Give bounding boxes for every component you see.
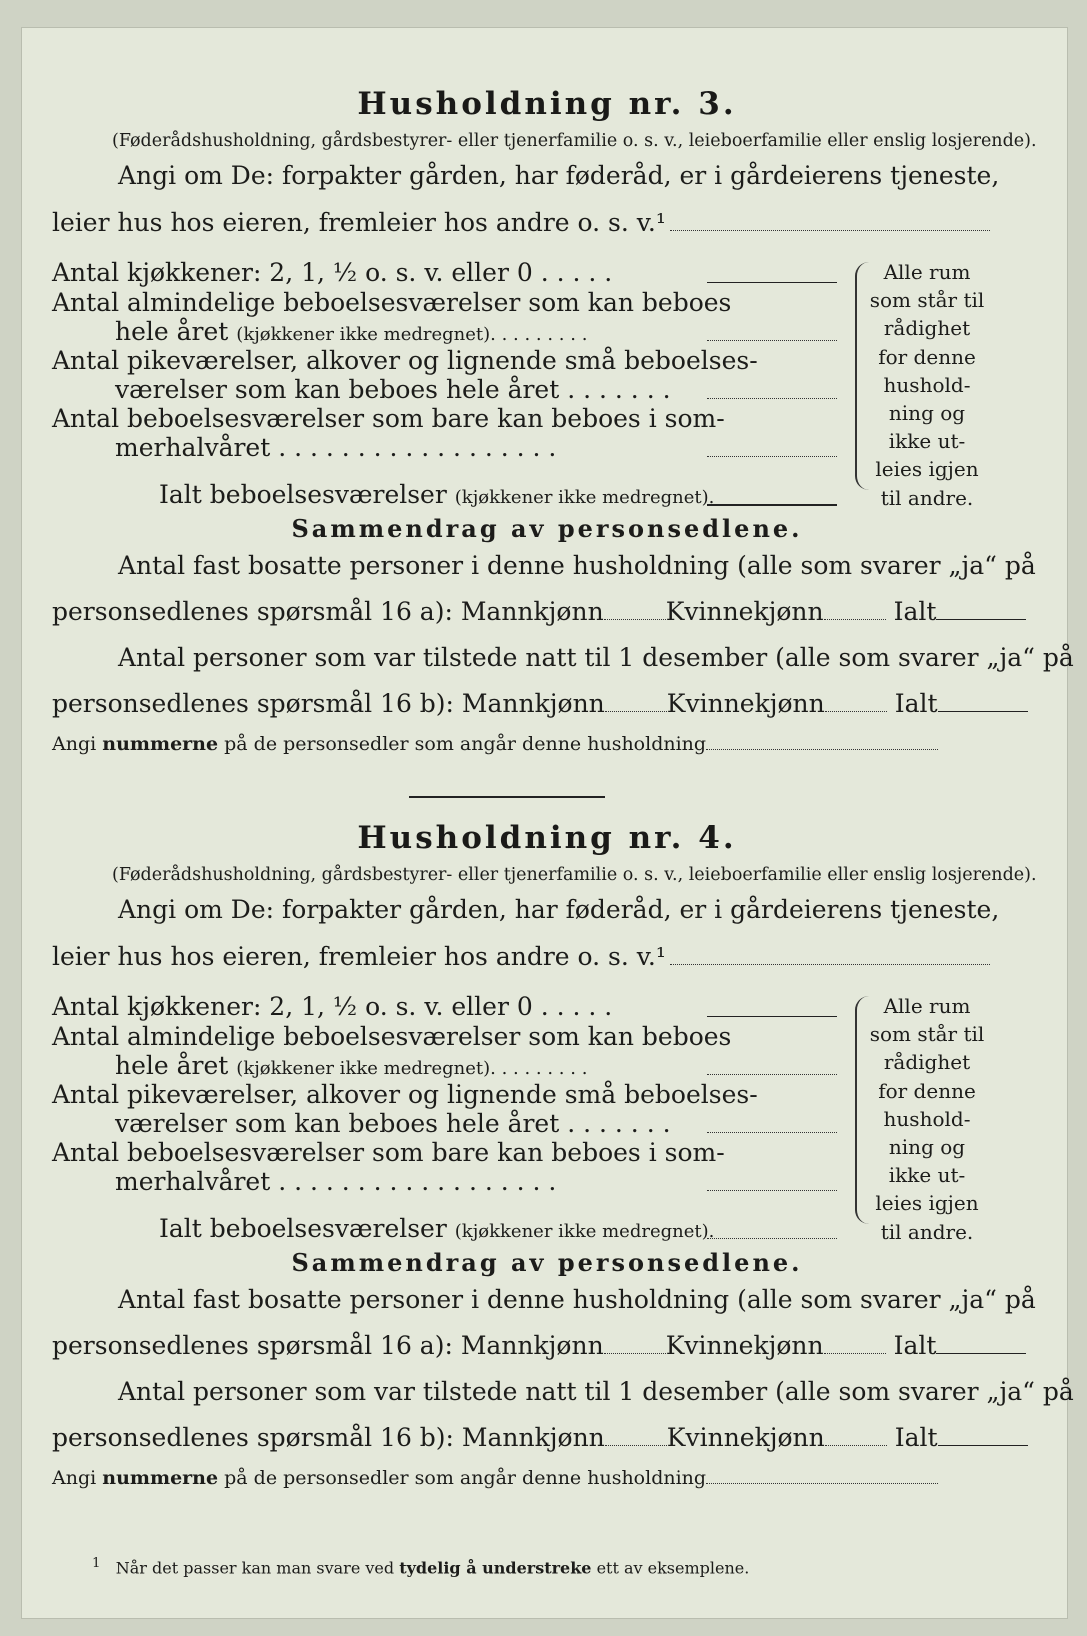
male-field[interactable] (605, 1443, 667, 1446)
small-rooms-label-1: Antal pikeværelser, alkover og lignende små beboelses- (52, 1080, 758, 1109)
ordinary-answer[interactable] (707, 1074, 837, 1075)
female-field[interactable] (825, 1443, 887, 1446)
resident-line-1: Antal fast bosatte personer i denne husholdning (alle som svarer „ja“ på (118, 1285, 1036, 1314)
ordinary-label-1: Antal almindelige beboelsesværelser som kan beboes (52, 288, 732, 317)
footnote-number: 1 (92, 1556, 101, 1571)
resident-line-1: Antal fast bosatte personer i denne husholdning (alle som svarer „ja“ på (118, 551, 1036, 580)
summer-rooms-label-1: Antal beboelsesværelser som bare kan beboes i som- (52, 1138, 725, 1167)
rooms-block (52, 992, 1042, 1244)
sheet-numbers-line: Angi nummerne på de personsedler som angår denne husholdning (52, 727, 1042, 761)
answer-field[interactable] (670, 962, 990, 965)
total-field[interactable] (938, 1443, 1028, 1446)
household-subtitle: (Føderådshusholdning, gårdsbestyrer- eller tjenerfamilie o. s. v., leieboerfamilie eller enslig losjerende). (112, 865, 1037, 885)
sheet-numbers-field[interactable] (706, 1481, 938, 1484)
angi-line-2: leier hus hos eieren, fremleier hos andre o. s. v.¹ (52, 199, 1042, 246)
summer-rooms-answer[interactable] (707, 456, 837, 457)
answer-field[interactable] (670, 228, 990, 231)
resident-line-2: personsedlenes spørsmål 16 a): Mannkjønn Kvinnekjønn Ialt (52, 1323, 1042, 1369)
summer-rooms-label-1: Antal beboelsesværelser som bare kan beboes i som- (52, 404, 725, 433)
present-line-1: Antal personer som var tilstede natt til 1 desember (alle som svarer „ja“ på (118, 1377, 1074, 1406)
form-page (22, 28, 1074, 1618)
female-field[interactable] (824, 1351, 886, 1354)
sheet-numbers-field[interactable] (706, 747, 938, 750)
kitchens-label: Antal kjøkkener: 2, 1, ½ o. s. v. eller 0 . . . . . (52, 258, 613, 287)
sheet-numbers-line: Angi nummerne på de personsedler som angår denne husholdning (52, 1461, 1042, 1495)
household-title: Husholdning nr. 4. (357, 820, 737, 856)
household-title: Husholdning nr. 3. (357, 86, 737, 122)
total-field[interactable] (938, 709, 1028, 712)
small-rooms-label-2: værelser som kan beboes hele året . . . . . . . (115, 1109, 671, 1138)
summary-title: Sammendrag av personsedlene. (291, 1248, 803, 1277)
total-rooms-answer[interactable] (707, 504, 837, 506)
total-rooms-label: Ialt beboelsesværelser (kjøkkener ikke medregnet). (159, 480, 715, 509)
section-divider (409, 796, 605, 798)
male-field[interactable] (604, 1351, 666, 1354)
resident-line-2: personsedlenes spørsmål 16 a): Mannkjønn Kvinnekjønn Ialt (52, 589, 1042, 635)
present-line-1: Antal personer som var tilstede natt til 1 desember (alle som svarer „ja“ på (118, 643, 1074, 672)
total-field[interactable] (936, 1351, 1026, 1354)
angi-line-1: Angi om De: forpakter gården, har føderåd, er i gårdeierens tjeneste, (118, 895, 1000, 924)
total-rooms-label: Ialt beboelsesværelser (kjøkkener ikke medregnet). (159, 1214, 715, 1243)
summer-rooms-label-2: merhalvåret . . . . . . . . . . . . . . . . . . (115, 433, 557, 462)
side-note: Alle rum som står til rådighet for denne hushold- ning og ikke ut- leies igjen til andre. (869, 994, 985, 1244)
summer-rooms-answer[interactable] (707, 1190, 837, 1191)
household-section-4 (52, 820, 1074, 1495)
present-line-2: personsedlenes spørsmål 16 b): Mannkjønn Kvinnekjønn Ialt (52, 1415, 1042, 1461)
small-rooms-label-2: værelser som kan beboes hele året . . . . . . . (115, 375, 671, 404)
female-field[interactable] (824, 617, 886, 620)
household-subtitle: (Føderådshusholdning, gårdsbestyrer- eller tjenerfamilie o. s. v., leieboerfamilie eller enslig losjerende). (112, 131, 1037, 151)
kitchens-label: Antal kjøkkener: 2, 1, ½ o. s. v. eller 0 . . . . . (52, 992, 613, 1021)
ordinary-label-2: hele året (kjøkkener ikke medregnet). . . . . . . . . (115, 1051, 588, 1080)
angi-line-2: leier hus hos eieren, fremleier hos andre o. s. v.¹ (52, 933, 1042, 980)
summary-title: Sammendrag av personsedlene. (291, 514, 803, 543)
small-rooms-answer[interactable] (707, 398, 837, 399)
ordinary-label-2: hele året (kjøkkener ikke medregnet). . . . . . . . . (115, 317, 588, 346)
footnote: $^1$ Når det passer kan man svare ved tydelig å understreke ett av eksemplene. (92, 1556, 750, 1578)
female-field[interactable] (825, 709, 887, 712)
summer-rooms-label-2: merhalvåret . . . . . . . . . . . . . . . . . . (115, 1167, 557, 1196)
total-rooms-answer[interactable] (707, 1238, 837, 1239)
kitchens-answer[interactable] (707, 1016, 837, 1017)
ordinary-label-1: Antal almindelige beboelsesværelser som kan beboes (52, 1022, 732, 1051)
angi-line-1: Angi om De: forpakter gården, har føderåd, er i gårdeierens tjeneste, (118, 161, 1000, 190)
male-field[interactable] (604, 617, 666, 620)
ordinary-answer[interactable] (707, 340, 837, 341)
side-note: Alle rum som står til rådighet for denne hushold- ning og ikke ut- leies igjen til andre. (869, 260, 985, 510)
rooms-block (52, 258, 1042, 510)
household-section-3 (52, 86, 1074, 761)
small-rooms-answer[interactable] (707, 1132, 837, 1133)
kitchens-answer[interactable] (707, 282, 837, 283)
small-rooms-label-1: Antal pikeværelser, alkover og lignende små beboelses- (52, 346, 758, 375)
male-field[interactable] (605, 709, 667, 712)
present-line-2: personsedlenes spørsmål 16 b): Mannkjønn Kvinnekjønn Ialt (52, 681, 1042, 727)
total-field[interactable] (936, 617, 1026, 620)
